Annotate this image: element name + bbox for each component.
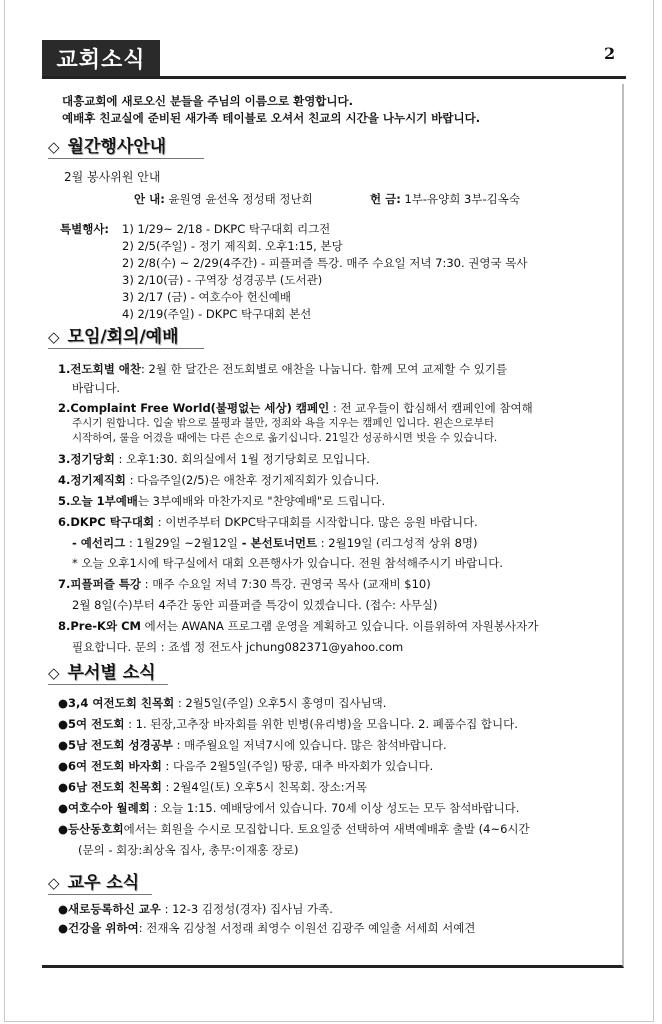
meeting-item: 2월 8일(수)부터 4주간 동안 피플퍼즐 특강이 있겠습니다. (접수: 사무실): [72, 598, 438, 612]
meeting-item: 6.DKPC 탁구대회 : 이번주부터 DKPC탁구대회를 시작합니다. 많은 응원 바랍니다.: [58, 515, 478, 529]
meeting-item: * 오늘 오후1시에 탁구실에서 대회 오픈행사가 있습니다. 전원 참석해주시기 바랍니다.: [72, 556, 503, 570]
service-offering: 헌 금: 1부-유양희 3부-김옥숙: [370, 192, 520, 206]
service-title: 2월 봉사위원 안내: [64, 170, 161, 184]
section-heading-meetings: ◇ 모임/회의/예배: [48, 327, 179, 347]
event-item: 2) 2/5(주일) - 정기 제직회. 오후1:15, 본당: [122, 239, 343, 253]
events-label: 특별행사:: [60, 222, 110, 236]
section-heading-members: ◇ 교우 소식: [48, 873, 140, 893]
section-heading-monthly: ◇ 월간행사안내: [48, 137, 167, 157]
department-item: ●6남 전도회 친목회 : 2월4일(토) 오후5시 친목회. 장소:거목: [58, 780, 367, 794]
department-item: ●여호수아 월례회 : 오늘 1:15. 예배당에서 있습니다. 70세 이상 성도는 모두 참석바랍니다.: [58, 801, 520, 815]
page-number: 2: [604, 44, 616, 63]
meeting-item: 4.정기제직회 : 다음주일(2/5)은 애찬후 정기제직회가 있습니다.: [58, 473, 380, 487]
member-item: ●새로등록하신 교우 : 12-3 김정성(경자) 집사님 가족.: [58, 902, 333, 916]
section-underline: [48, 348, 204, 349]
diamond-outline-icon: ◇: [48, 328, 60, 346]
bulletin-content: [42, 84, 624, 968]
meeting-item: 바랍니다.: [72, 381, 121, 395]
department-item: ●등산동호회에서는 회원을 수시로 모집합니다. 토요일중 선택하여 새벽예배후 출발 (4~6시간: [58, 822, 530, 836]
event-item: 3) 2/17 (금) - 여호수아 헌신예배: [122, 290, 292, 304]
event-item: 2) 2/8(수) ~ 2/29(4주간) - 피플퍼즐 특강. 매주 수요일 저녁 7:30. 권영국 목사: [122, 256, 528, 270]
meeting-item: 주시기 원합니다. 입술 밖으로 불평과 불만, 정죄와 욕을 지우는 캠페인 입니다. 왼손으로부터: [72, 417, 495, 429]
diamond-outline-icon: ◇: [48, 664, 60, 682]
department-item: ●6여 전도회 바자회 : 다음주 2월5일(주일) 땅콩, 대추 바자회가 있습니다.: [58, 759, 434, 773]
department-item: ●5여 전도회 : 1. 된장,고추장 바자회를 위한 빈병(유리병)을 모읍니다. 2. 폐품수집 합니다.: [58, 717, 518, 731]
meeting-item: 시작하여, 룰을 어겼을 때에는 다른 손으로 옮기십니다. 21일간 성공하시면 벗을 수 있습니다.: [72, 432, 498, 444]
department-item: ●5남 전도회 성경공부 : 매주월요일 저녁7시에 있습니다. 많은 참석바랍니다.: [58, 738, 447, 752]
page-title: 교회소식: [42, 40, 160, 76]
title-rule: [42, 76, 626, 79]
department-item: ●3,4 여전도회 친목회 : 2월5일(주일) 오후5시 홍영미 집사님댁.: [58, 696, 387, 710]
meeting-item: 8.Pre-K와 CM 에서는 AWANA 프로그램 운영을 계획하고 있습니다. 이를위하여 자원봉사자가: [58, 619, 539, 633]
meeting-item: 1.전도회별 애찬: 2월 한 달간은 전도회별로 애찬을 나눕니다. 함께 모여 교제할 수 있기를: [58, 362, 508, 376]
event-item: 1) 1/29~ 2/18 - DKPC 탁구대회 리그전: [122, 222, 331, 236]
meeting-item: 3.정기당회 : 오후1:30. 회의실에서 1월 정기당회로 모입니다.: [58, 452, 370, 466]
meeting-item: 5.오늘 1부예배는 3부예배와 마찬가지로 "찬양예배"로 드립니다.: [58, 494, 386, 508]
diamond-outline-icon: ◇: [48, 874, 60, 892]
meeting-item: - 예선리그 : 1월29일 ~2월12일 - 본선토너먼트 : 2월19일 (리그성적 상위 8명): [72, 536, 478, 550]
meeting-item: 필요합니다. 문의 : 죠셉 정 전도사 jchung082371@yahoo.com: [72, 640, 404, 654]
service-guide: 안 내: 윤원영 윤선옥 정성태 정난희: [134, 192, 313, 206]
member-item: ●건강을 위하여: 전재옥 김상철 서정래 최영수 이원선 김광주 예일출 서세희 서예견: [58, 921, 476, 935]
section-underline: [48, 158, 204, 159]
diamond-outline-icon: ◇: [48, 138, 60, 156]
meeting-item: 7.피플퍼즐 특강 : 매주 수요일 저녁 7:30 특강. 권영국 목사 (교재비 $10): [58, 577, 431, 591]
event-item: 3) 2/10(금) - 구역장 성경공부 (도서관): [122, 273, 323, 287]
department-item: (문의 - 회장:최상옥 집사, 총무:이재홍 장로): [78, 843, 299, 857]
section-underline: [48, 894, 152, 895]
meeting-item: 2.Complaint Free World(불평없는 세상) 캠페인 : 전 교우들이 합심해서 캠페인에 참여해: [58, 401, 533, 415]
section-heading-departments: ◇ 부서별 소식: [48, 663, 156, 683]
event-item: 4) 2/19(주일) - DKPC 탁구대회 본선: [122, 307, 312, 321]
welcome-line-1: 대흥교회에 새로오신 분들을 주님의 이름으로 환영합니다.: [62, 94, 354, 108]
section-underline: [48, 684, 168, 685]
welcome-line-2: 예배후 친교실에 준비된 새가족 테이블로 오셔서 친교의 시간을 나누시기 바랍니다.: [62, 111, 481, 125]
